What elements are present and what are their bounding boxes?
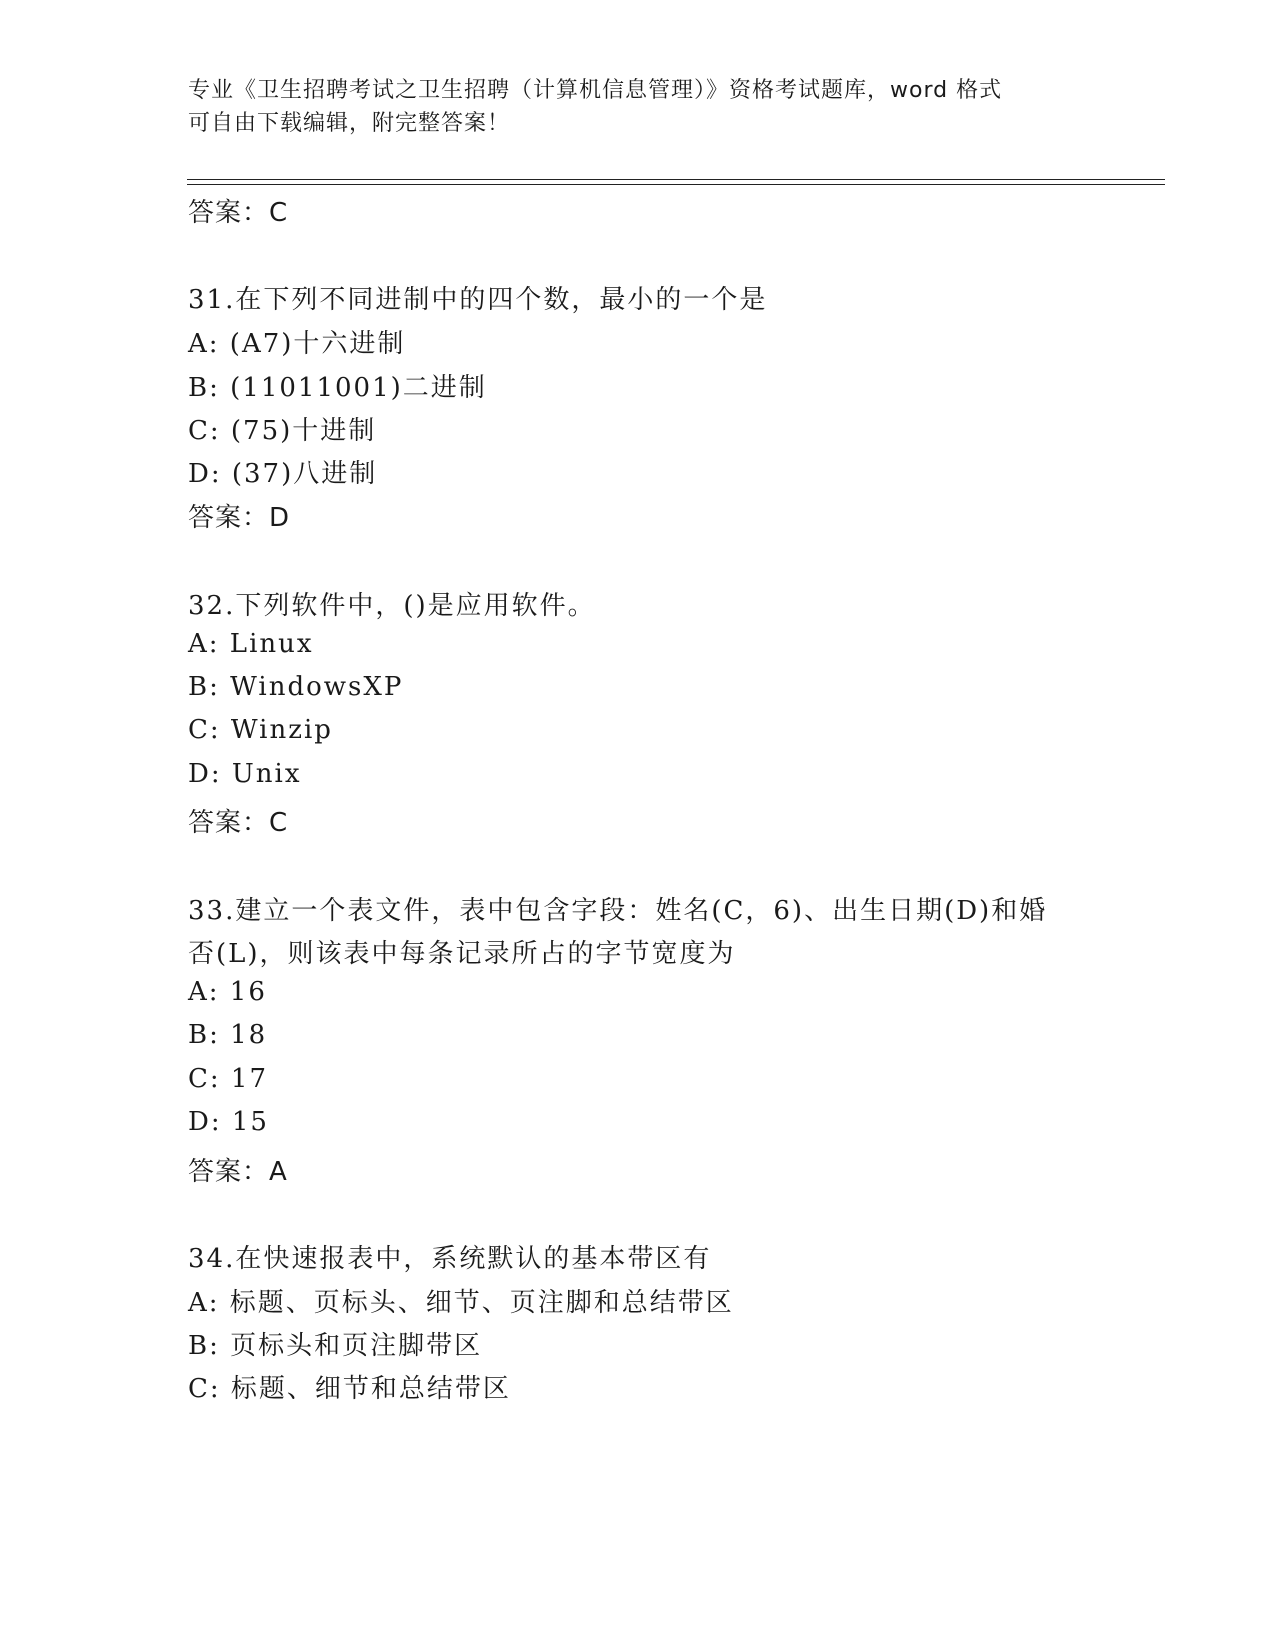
question-33-option-d: D: 15 [188,1107,269,1137]
answer-q31: 答案：D [188,503,291,533]
question-32-stem: 32.下列软件中，()是应用软件。 [188,591,596,621]
header-line-2: 可自由下载编辑，附完整答案！ [188,111,511,136]
question-31-option-b: B: (11011001)二进制 [188,373,487,403]
question-31-option-c: C: (75)十进制 [188,416,377,446]
answer-q30: 答案：C [188,198,289,228]
question-32-option-b: B: WindowsXP [188,672,404,702]
question-32-option-d: D: Unix [188,759,302,789]
answer-q33: 答案：A [188,1157,288,1187]
question-33-option-a: A: 16 [188,977,267,1007]
question-34-option-a: A: 标题、页标头、细节、页注脚和总结带区 [188,1288,734,1318]
question-34-option-b: B: 页标头和页注脚带区 [188,1331,483,1361]
document-header [188,74,1088,140]
question-34-option-c: C: 标题、细节和总结带区 [188,1374,511,1404]
question-33-option-b: B: 18 [188,1020,268,1050]
header-line-1: 专业《卫生招聘考试之卫生招聘（计算机信息管理）》资格考试题库，word 格式 [188,78,1003,103]
question-31-option-a: A: (A7)十六进制 [188,329,406,359]
answer-q32: 答案：C [188,808,289,838]
question-32-option-a: A: Linux [188,629,314,659]
question-31-option-d: D: (37)八进制 [188,459,378,489]
header-divider-top [187,179,1165,180]
question-32-option-c: C: Winzip [188,715,333,745]
header-divider-bottom [187,184,1165,185]
question-33-stem-line-2: 否(L)，则该表中每条记录所占的字节宽度为 [188,939,736,969]
question-31-stem: 31.在下列不同进制中的四个数，最小的一个是 [188,285,768,315]
question-33-stem-line-1: 33.建立一个表文件，表中包含字段：姓名(C，6)、出生日期(D)和婚 [188,896,1048,926]
question-33-option-c: C: 17 [188,1064,269,1094]
question-34-stem: 34.在快速报表中，系统默认的基本带区有 [188,1244,712,1274]
